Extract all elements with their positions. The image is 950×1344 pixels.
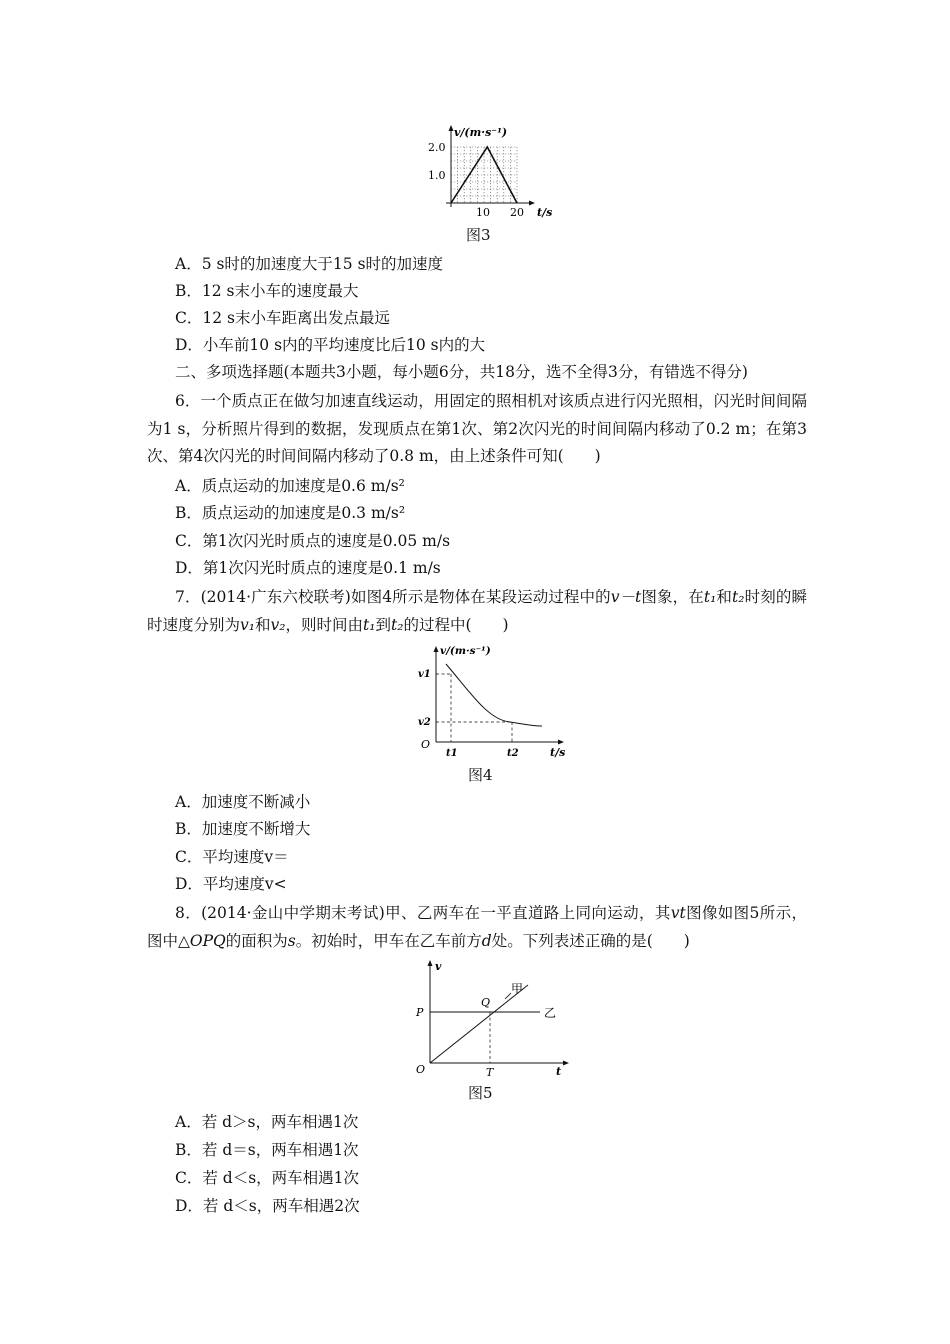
q7-option-d: D．平均速度v< [175, 875, 287, 893]
fig5-x-arrow [563, 1061, 569, 1066]
fig5-jia-label: 甲 [511, 982, 524, 996]
figure-4-chart [410, 642, 575, 762]
fig4-t1-label: t1 [446, 748, 458, 759]
q6-option-b: B．质点运动的加速度是0.3 m/s² [175, 504, 406, 522]
q8-option-b: B．若 d＝s，两车相遇1次 [175, 1141, 359, 1159]
q7-stem: 7．(2014·广东六校联考)如图4所示是物体在某段运动过程中的v－t图象，在t₁和t₂时刻的瞬时速度分别为v₁和v₂，则时间由t₁到t₂的过程中( ) [147, 588, 807, 634]
fig3-grid [451, 147, 517, 203]
q5-option-a: A．5 s时的加速度大于15 s时的加速度 [175, 255, 444, 273]
fig4-t2-label: t2 [507, 748, 519, 759]
q6-option-a: A．质点运动的加速度是0.6 m/s² [175, 477, 405, 495]
fig5-y-arrow [428, 960, 433, 966]
q8-stem: 8．(2014·金山中学期末考试)甲、乙两车在一平直道路上同向运动，其vt图像如图5所示，图中△OPQ的面积为s。初始时，甲车在乙车前方d处。下列表述正确的是( ) [147, 904, 807, 950]
fig5-T-label: T [486, 1066, 494, 1079]
q7-option-a: A．加速度不断减小 [175, 793, 311, 811]
fig4-origin-label: O [421, 738, 431, 751]
fig5-Q-label: Q [481, 996, 491, 1009]
fig4-y-axis-label: v/(m·s⁻¹) [440, 645, 491, 657]
figure-3-chart [420, 120, 560, 220]
q7-option-c: C．平均速度v＝ [175, 848, 289, 866]
section-2-heading: 二、多项选择题(本题共3小题，每小题6分，共18分，选不全得3分，有错选不得分) [175, 363, 748, 381]
q5-option-d: D．小车前10 s内的平均速度比后10 s内的大 [175, 336, 486, 354]
fig3-y-axis-label: v/(m·s⁻¹) [454, 126, 508, 139]
fig5-origin-label: O [416, 1063, 426, 1076]
fig4-x-arrow [558, 740, 564, 745]
q6-option-d: D．第1次闪光时质点的速度是0.1 m/s [175, 559, 441, 577]
figure-3-caption: 图3 [466, 226, 491, 244]
fig3-y-arrow [449, 125, 454, 131]
figure-5-caption: 图5 [468, 1084, 493, 1102]
q6-option-c: C．第1次闪光时质点的速度是0.05 m/s [175, 532, 451, 550]
fig5-x-axis-label: t [556, 1065, 562, 1078]
fig3-x-axis-label: t/s [537, 206, 553, 219]
q8-option-a: A．若 d＞s，两车相遇1次 [175, 1113, 359, 1131]
q5-option-c: C．12 s末小车距离出发点最远 [175, 309, 390, 327]
fig5-P-label: P [416, 1006, 424, 1019]
fig4-v1-label: v1 [418, 669, 431, 680]
q5-option-b: B．12 s末小车的速度最大 [175, 282, 359, 300]
fig3-x-tick-20: 20 [510, 206, 524, 219]
fig5-y-axis-label: v [435, 960, 442, 973]
fig4-v2-label: v2 [418, 717, 431, 728]
q6-stem: 6．一个质点正在做匀加速直线运动，用固定的照相机对该质点进行闪光照相，闪光时间间隔为1 s，分析照片得到的数据，发现质点在第1次、第2次闪光的时间间隔内移动了0.2 m；在第3次、第4次闪光的时间间隔内移动了0.8 m，由上述条件可知( ) [147, 392, 807, 465]
fig4-velocity-curve [446, 664, 542, 726]
q7-option-b: B．加速度不断增大 [175, 820, 311, 838]
fig3-y-tick-2: 2.0 [428, 141, 446, 154]
figure-5-chart [410, 955, 580, 1080]
fig4-x-axis-label: t/s [550, 746, 566, 759]
q8-option-d: D．若 d＜s，两车相遇2次 [175, 1197, 360, 1215]
fig3-x-arrow [529, 201, 535, 206]
fig4-y-arrow [434, 646, 439, 652]
figure-4-caption: 图4 [468, 766, 493, 784]
fig5-yi-label: 乙 [544, 1006, 557, 1020]
q8-option-c: C．若 d＜s，两车相遇1次 [175, 1169, 360, 1187]
fig3-x-tick-10: 10 [476, 206, 490, 219]
fig3-y-tick-1: 1.0 [428, 169, 446, 182]
fig5-line-jia [430, 985, 528, 1063]
